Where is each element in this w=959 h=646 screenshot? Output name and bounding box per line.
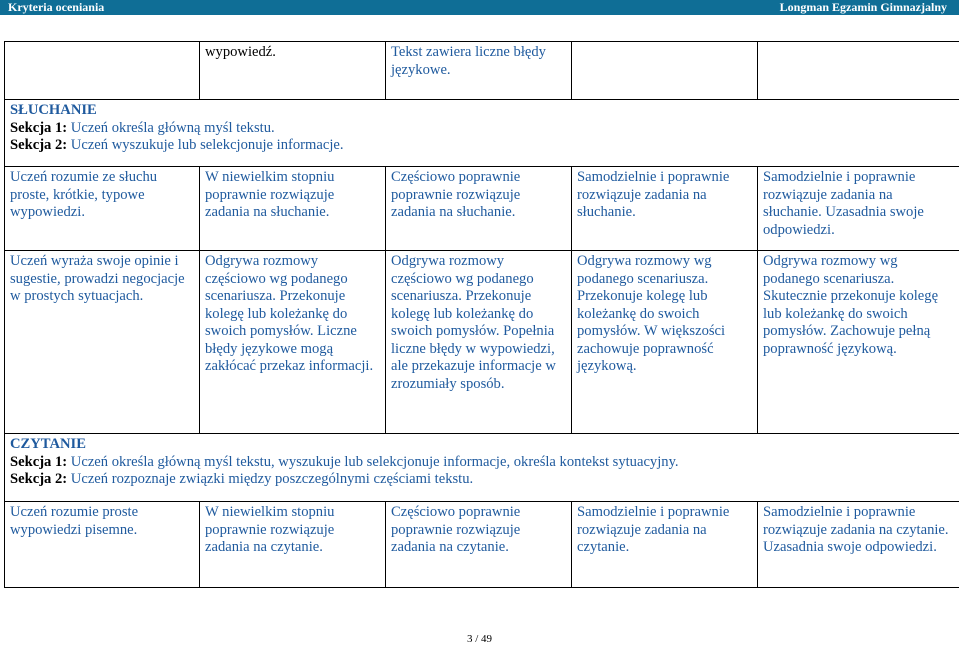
table-cell: Tekst zawiera liczne błędy językowe. [386, 42, 572, 100]
table-cell: Samodzielnie i poprawnie rozwiązuje zadania na słuchanie. [572, 167, 758, 251]
section-label: Sekcja 1: [10, 453, 68, 470]
section-line [10, 120, 955, 138]
table-cell: Samodzielnie i poprawnie rozwiązuje zadania na czytanie. [572, 502, 758, 588]
section-header-row [5, 100, 959, 167]
section-text: Uczeń określa główną myśl tekstu. [67, 119, 275, 136]
table-cell: W niewielkim stopniu poprawnie rozwiązuje zadania na słuchanie. [200, 167, 386, 251]
section-title: SŁUCHANIE [10, 102, 97, 118]
section-sluchanie [5, 100, 959, 167]
section-text: Uczeń określa główną myśl tekstu, wyszukuje lub selekcjonuje informacje, określa kontekst sytuacyjny. [67, 453, 679, 470]
table-cell: Odgrywa rozmowy częściowo wg podanego scenariusza. Przekonuje kolegę lub koleżankę do swoich pomysłów. Popełnia liczne błędy w wypowiedzi, ale przekazuje informacje w zrozumiały sposób. [386, 251, 572, 434]
header-title-left: Kryteria oceniania [8, 0, 105, 14]
section-line [10, 137, 955, 155]
section-label: Sekcja 1: [10, 119, 68, 136]
section-line [10, 454, 955, 472]
table-cell [572, 42, 758, 100]
section-label: Sekcja 2: [10, 137, 68, 153]
section-text: Uczeń wyszukuje lub selekcjonuje informacje. [67, 137, 344, 153]
table-cell: Samodzielnie i poprawnie rozwiązuje zadania na czytanie. Uzasadnia swoje odpowiedzi. [758, 502, 959, 588]
header-title-right: Longman Egzamin Gimnazjalny [779, 0, 947, 14]
section-label: Sekcja 2: [10, 471, 68, 487]
table-cell: Częściowo poprawnie poprawnie rozwiązuje zadania na czytanie. [386, 502, 572, 588]
table-cell: Odgrywa rozmowy wg podanego scenariusza. Przekonuje kolegę lub koleżankę do swoich pomysłów. W większości zachowuje poprawność językową. [572, 251, 758, 434]
table-cell: Odgrywa rozmowy częściowo wg podanego scenariusza. Przekonuje kolegę lub koleżankę do swoich pomysłów. Liczne błędy językowe mogą zakłócać przekaz informacji. [200, 251, 386, 434]
section-czytanie [5, 434, 959, 502]
table-cell: Uczeń rozumie ze słuchu proste, krótkie, typowe wypowiedzi. [5, 167, 200, 251]
table-row [5, 502, 959, 588]
page-number: 3 / 49 [466, 633, 493, 645]
section-title: CZYTANIE [10, 436, 86, 452]
table-cell: Uczeń wyraża swoje opinie i sugestie, prowadzi negocjacje w prostych sytuacjach. [5, 251, 200, 434]
table-cell [5, 42, 200, 100]
table-cell: Częściowo poprawnie poprawnie rozwiązuje zadania na słuchanie. [386, 167, 572, 251]
page-header [0, 0, 959, 15]
table-cell: Uczeń rozumie proste wypowiedzi pisemne. [5, 502, 200, 588]
section-text: Uczeń rozpoznaje związki między poszczególnymi częściami tekstu. [67, 471, 474, 487]
criteria-table [4, 41, 959, 588]
table-cell [758, 42, 959, 100]
section-header-row [5, 434, 959, 502]
table-row [5, 167, 959, 251]
table-cell: Odgrywa rozmowy wg podanego scenariusza. Skutecznie przekonuje kolegę lub koleżankę do swoich pomysłów. Zachowuje pełną poprawność językową. [758, 251, 959, 434]
table-cell: W niewielkim stopniu poprawnie rozwiązuje zadania na czytanie. [200, 502, 386, 588]
table-cell: wypowiedź. [200, 42, 386, 100]
section-line [10, 471, 955, 489]
table-cell: Samodzielnie i poprawnie rozwiązuje zadania na słuchanie. Uzasadnia swoje odpowiedzi. [758, 167, 959, 251]
table-row [5, 42, 959, 100]
table-row [5, 251, 959, 434]
